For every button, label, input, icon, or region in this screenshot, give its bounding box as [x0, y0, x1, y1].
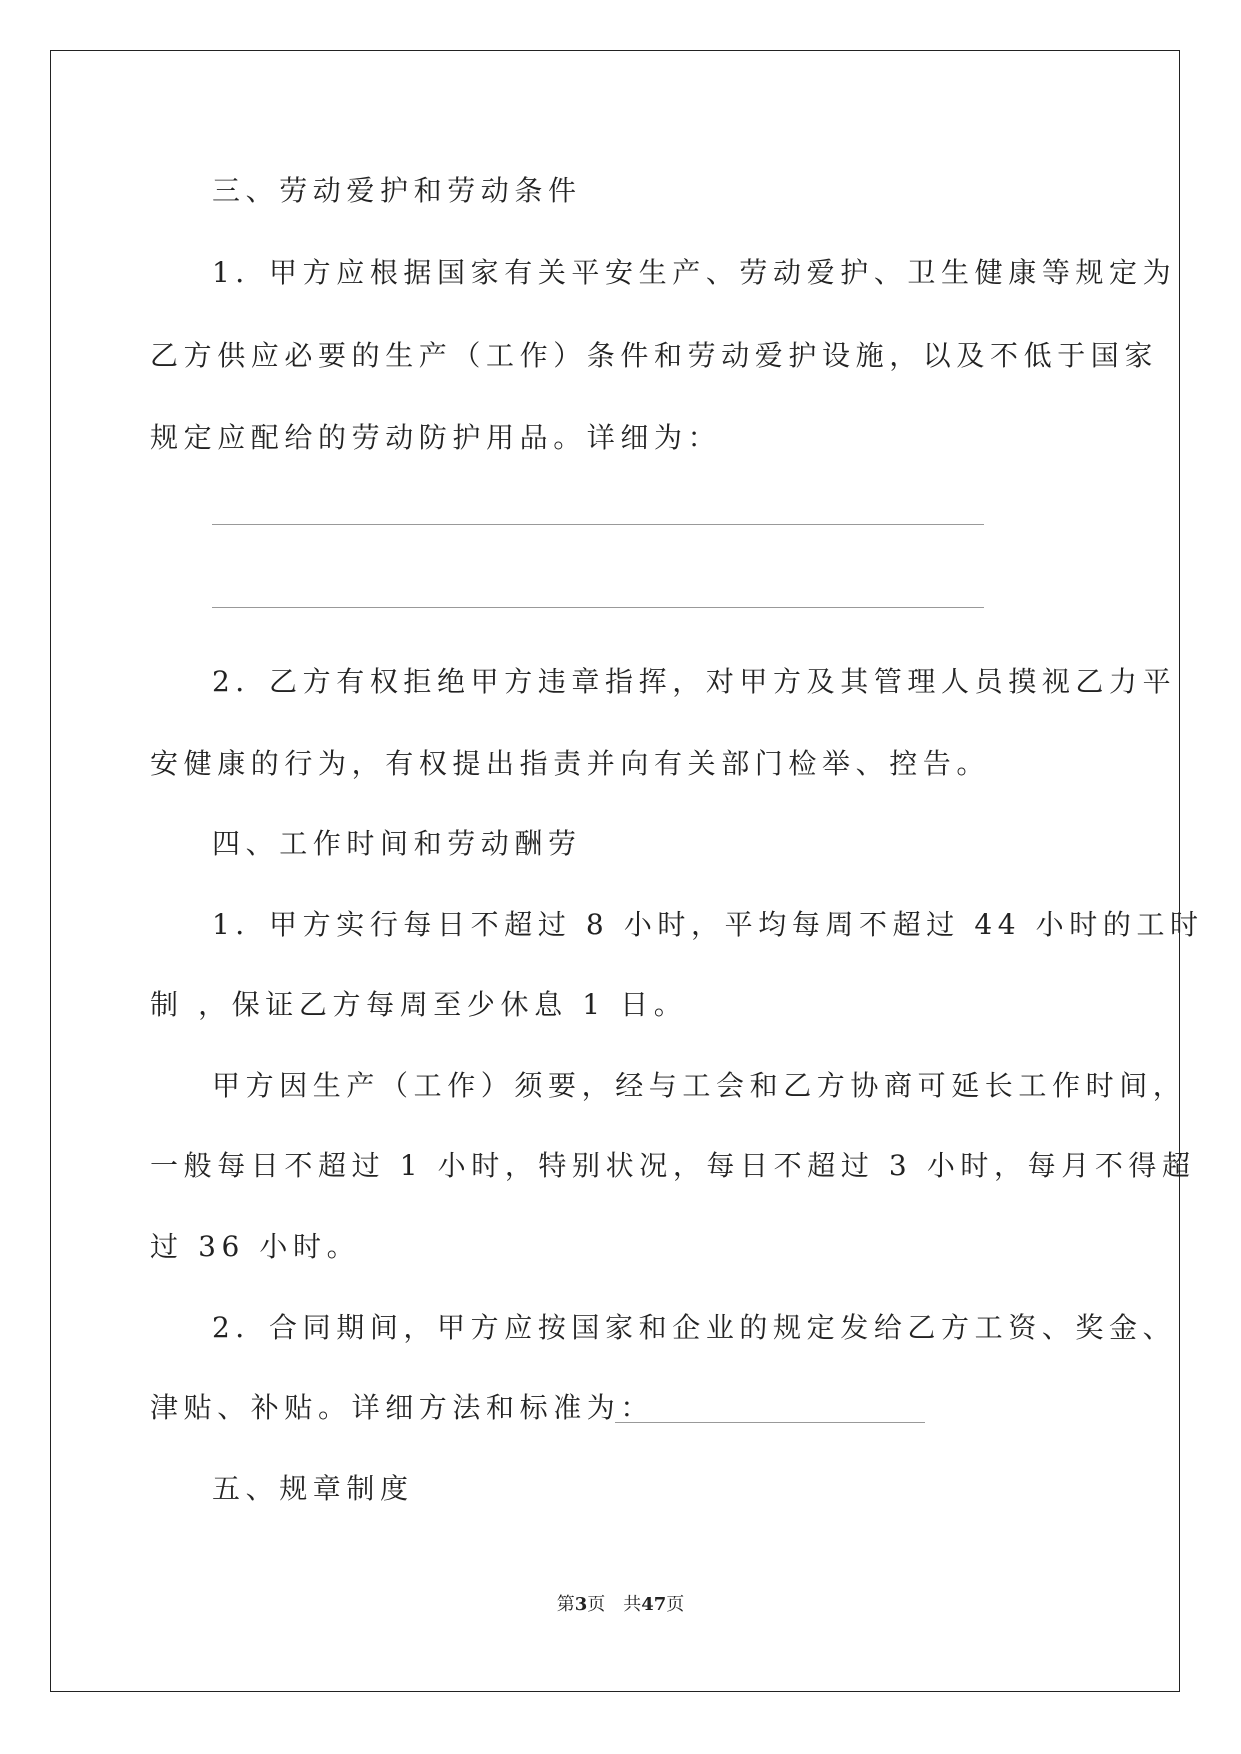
- paragraph-line: 1．甲方应根据国家有关平安生产、劳动爱护、卫生健康等规定为: [212, 256, 1177, 289]
- footer-suffix: 页: [666, 1594, 685, 1615]
- paragraph-line: 2．乙方有权拒绝甲方违章指挥，对甲方及其管理人员摸视乙力平: [212, 665, 1177, 698]
- page-footer: [0, 1590, 1241, 1616]
- paragraph-line: 一般每日不超过 1 小时，特别状况，每日不超过 3 小时，每月不得超: [150, 1149, 1196, 1182]
- paragraph-line: 过 36 小时。: [150, 1230, 361, 1263]
- paragraph-line: 规定应配给的劳动防护用品。详细为：: [150, 421, 722, 454]
- footer-prefix: 第: [556, 1594, 575, 1615]
- paragraph-line: 1．甲方实行每日不超过 8 小时，平均每周不超过 44 小时的工时: [212, 908, 1204, 941]
- fill-in-blank-line[interactable]: [212, 607, 984, 608]
- section-heading-5: 五、规章制度: [212, 1472, 414, 1505]
- current-page-number: 3: [574, 1594, 588, 1615]
- fill-in-blank-inline[interactable]: [615, 1422, 925, 1423]
- paragraph-line: 甲方因生产（工作）须要，经与工会和乙方协商可延长工作时间，: [212, 1069, 1187, 1102]
- section-heading-4: 四、工作时间和劳动酬劳: [212, 827, 582, 860]
- paragraph-line: 津贴、补贴。详细方法和标准为：: [150, 1391, 655, 1424]
- total-page-count: 47: [641, 1594, 667, 1615]
- paragraph-line: 2．合同期间，甲方应按国家和企业的规定发给乙方工资、奖金、: [212, 1311, 1177, 1344]
- paragraph-line: 制 ，保证乙方每周至少休息 1 日。: [150, 988, 688, 1021]
- paragraph-line: 安健康的行为，有权提出指责并向有关部门检举、控告。: [150, 747, 991, 780]
- paragraph-line: 乙方供应必要的生产（工作）条件和劳动爱护设施，以及不低于国家: [150, 339, 1159, 372]
- fill-in-blank-line[interactable]: [212, 524, 984, 525]
- footer-mid: 页 共: [587, 1594, 642, 1615]
- section-heading-3: 三、劳动爱护和劳动条件: [212, 174, 582, 207]
- page-border: [50, 50, 1180, 1692]
